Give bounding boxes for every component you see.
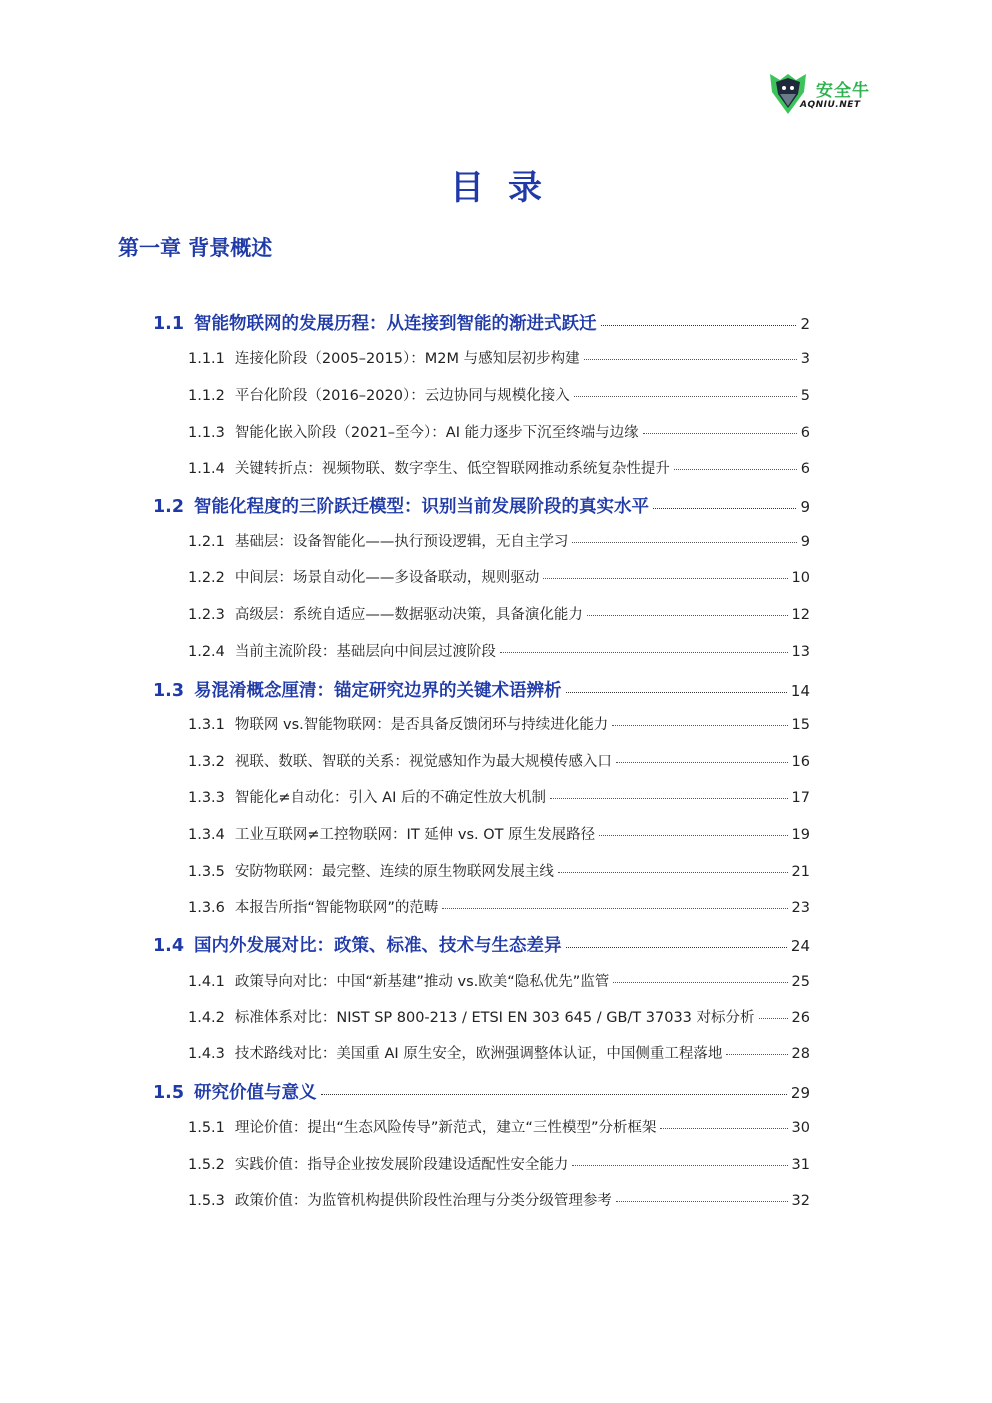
toc-section-entry[interactable] [153,493,810,518]
toc-entry-number: 1.4.1 [188,974,225,990]
toc-dot-leader [500,652,788,653]
toc-page-number: 6 [800,425,810,441]
toc-subsection-entry[interactable] [188,823,810,844]
toc-dot-leader [543,578,787,579]
toc-subsection-entry[interactable] [188,786,810,807]
toc-entry-title: 智能化程度的三阶跃迁模型：识别当前发展阶段的真实水平 [194,497,650,517]
toc-entry-title: 当前主流阶段：基础层向中间层过渡阶段 [234,644,496,660]
toc-page-number: 5 [800,388,810,404]
toc-entry-number: 1.2 [153,497,185,517]
toc-entry-number: 1.1.4 [188,461,225,477]
toc-section-entry[interactable] [153,310,810,335]
toc-subsection-entry[interactable] [188,970,810,991]
toc-entry-number: 1.4 [153,936,185,956]
toc-dot-leader [616,762,788,763]
toc-entry-number: 1.2.3 [188,607,225,623]
toc-entry-title: 研究价值与意义 [194,1083,317,1103]
toc-entry-number: 1.3.3 [188,790,225,806]
toc-page-number: 21 [791,864,810,880]
toc-page-number: 13 [791,644,810,660]
toc-dot-leader [726,1054,787,1055]
toc-entry-number: 1.1.3 [188,425,225,441]
toc-dot-leader [599,835,787,836]
toc-subsection-entry[interactable] [188,1042,810,1063]
toc-subsection-entry[interactable] [188,347,810,368]
toc-entry-title: 智能化≠自动化：引入 AI 后的不确定性放大机制 [234,790,546,806]
toc-entry-title: 易混淆概念厘清：锚定研究边界的关键术语辨析 [194,681,562,701]
toc-subsection-entry[interactable] [188,640,810,661]
toc-entry-title: 国内外发展对比：政策、标准、技术与生态差异 [194,936,562,956]
toc-entry-title: 本报告所指“智能物联网”的范畴 [234,900,439,916]
toc-entry-number: 1.5.2 [188,1157,225,1173]
toc-entry-number: 1.2.1 [188,534,225,550]
toc-page-number: 3 [800,351,810,367]
toc-subsection-entry[interactable] [188,1189,810,1210]
toc-page-number: 31 [791,1157,810,1173]
toc-entry-number: 1.5.3 [188,1193,225,1209]
toc-entry-number: 1.3.6 [188,900,225,916]
brand-logo [766,70,876,118]
toc-entry-title: 实践价值：指导企业按发展阶段建设适配性安全能力 [234,1157,569,1173]
toc-entry-number: 1.2.2 [188,570,225,586]
toc-entry-number: 1.3.2 [188,754,225,770]
toc-dot-leader [653,508,796,509]
toc-subsection-entry[interactable] [188,1006,810,1027]
logo-chinese-name: 安全牛 [816,81,870,101]
toc-page-number: 16 [791,754,810,770]
toc-dot-leader [574,396,797,397]
toc-entry-number: 1.4.2 [188,1010,225,1026]
toc-dot-leader [584,359,797,360]
toc-subsection-entry[interactable] [188,530,810,551]
toc-dot-leader [572,542,796,543]
toc-page-number: 24 [790,937,810,955]
toc-entry-title: 安防物联网：最完整、连续的原生物联网发展主线 [234,864,554,880]
toc-dot-leader [612,725,787,726]
toc-dot-leader [759,1018,788,1019]
toc-entry-title: 视联、数联、智联的关系：视觉感知作为最大规模传感入口 [234,754,612,770]
toc-page-number: 2 [800,315,810,333]
toc-page-number: 12 [791,607,810,623]
toc-entry-title: 平台化阶段（2016–2020）：云边协同与规模化接入 [234,388,570,404]
toc-section-entry[interactable] [153,1079,810,1104]
toc-subsection-entry[interactable] [188,384,810,405]
toc-entry-title: 技术路线对比：美国重 AI 原生安全，欧洲强调整体认证，中国侧重工程落地 [234,1046,723,1062]
toc-page-number: 32 [791,1193,810,1209]
toc-entry-title: 关键转折点：视频物联、数字孪生、低空智联网推动系统复杂性提升 [234,461,670,477]
toc-page-number: 17 [791,790,810,806]
toc-page-number: 25 [791,974,810,990]
toc-page-number: 15 [791,717,810,733]
toc-subsection-entry[interactable] [188,457,810,478]
toc-entry-number: 1.3.4 [188,827,225,843]
toc-dot-leader [321,1094,787,1095]
toc-entry-title: 基础层：设备智能化——执行预设逻辑，无自主学习 [234,534,569,550]
toc-dot-leader [587,615,788,616]
toc-entry-number: 1.3.1 [188,717,225,733]
toc-dot-leader [566,947,787,948]
toc-entry-title: 智能物联网的发展历程：从连接到智能的渐进式跃迁 [194,314,597,334]
toc-dot-leader [572,1165,787,1166]
toc-entry-number: 1.5.1 [188,1120,225,1136]
chapter-heading: 第一章 背景概述 [118,236,273,260]
toc-subsection-entry[interactable] [188,896,810,917]
toc-entry-number: 1.1 [153,314,185,334]
toc-page-number: 10 [791,570,810,586]
toc-page-number: 9 [800,498,810,516]
toc-entry-number: 1.5 [153,1083,185,1103]
toc-dot-leader [613,982,787,983]
toc-subsection-entry[interactable] [188,860,810,881]
toc-dot-leader [601,325,797,326]
toc-entry-title: 连接化阶段（2005–2015）：M2M 与感知层初步构建 [234,351,580,367]
toc-page-number: 30 [791,1120,810,1136]
toc-subsection-entry[interactable] [188,1116,810,1137]
toc-page-number: 9 [800,534,810,550]
page-title: 目录 [450,168,566,208]
toc-page-number: 19 [791,827,810,843]
toc-page-number: 29 [790,1084,810,1102]
toc-section-entry[interactable] [153,932,810,957]
toc-entry-number: 1.3 [153,681,185,701]
toc-dot-leader [442,908,787,909]
toc-subsection-entry[interactable] [188,566,810,587]
toc-subsection-entry[interactable] [188,603,810,624]
toc-entry-title: 标准体系对比：NIST SP 800-213 / ETSI EN 303 645 / GB/T 37033 对标分析 [234,1010,755,1026]
toc-section-entry[interactable] [153,677,810,702]
toc-dot-leader [660,1128,787,1129]
toc-entry-title: 中间层：场景自动化——多设备联动，规则驱动 [234,570,540,586]
toc-subsection-entry[interactable] [188,1153,810,1174]
toc-subsection-entry[interactable] [188,750,810,771]
toc-dot-leader [550,798,788,799]
toc-dot-leader [558,872,788,873]
toc-entry-title: 理论价值：提出“生态风险传导”新范式，建立“三性模型”分析框架 [234,1120,657,1136]
toc-subsection-entry[interactable] [188,421,810,442]
toc-entry-number: 1.1.1 [188,351,225,367]
toc-entry-number: 1.4.3 [188,1046,225,1062]
toc-entry-title: 政策导向对比：中国“新基建”推动 vs.欧美“隐私优先”监管 [234,974,610,990]
shield-mascot-icon [766,70,810,118]
toc-page-number: 23 [791,900,810,916]
toc-page-number: 6 [800,461,810,477]
toc-dot-leader [616,1201,788,1202]
toc-entry-title: 智能化嵌入阶段（2021–至今）：AI 能力逐步下沉至终端与边缘 [234,425,639,441]
toc-page-number: 26 [791,1010,810,1026]
toc-entry-title: 工业互联网≠工控物联网：IT 延伸 vs. OT 原生发展路径 [234,827,596,843]
toc-entry-number: 1.3.5 [188,864,225,880]
logo-english-name: AQNIU.NET [800,100,861,110]
toc-entry-title: 高级层：系统自适应——数据驱动决策，具备演化能力 [234,607,583,623]
toc-entry-number: 1.2.4 [188,644,225,660]
toc-dot-leader [643,433,797,434]
toc-entry-title: 政策价值：为监管机构提供阶段性治理与分类分级管理参考 [234,1193,612,1209]
toc-entry-title: 物联网 vs.智能物联网：是否具备反馈闭环与持续进化能力 [234,717,609,733]
toc-page-number: 28 [791,1046,810,1062]
toc-entry-number: 1.1.2 [188,388,225,404]
toc-dot-leader [674,469,797,470]
toc-subsection-entry[interactable] [188,713,810,734]
toc-page-number: 14 [790,682,810,700]
toc-dot-leader [566,692,787,693]
